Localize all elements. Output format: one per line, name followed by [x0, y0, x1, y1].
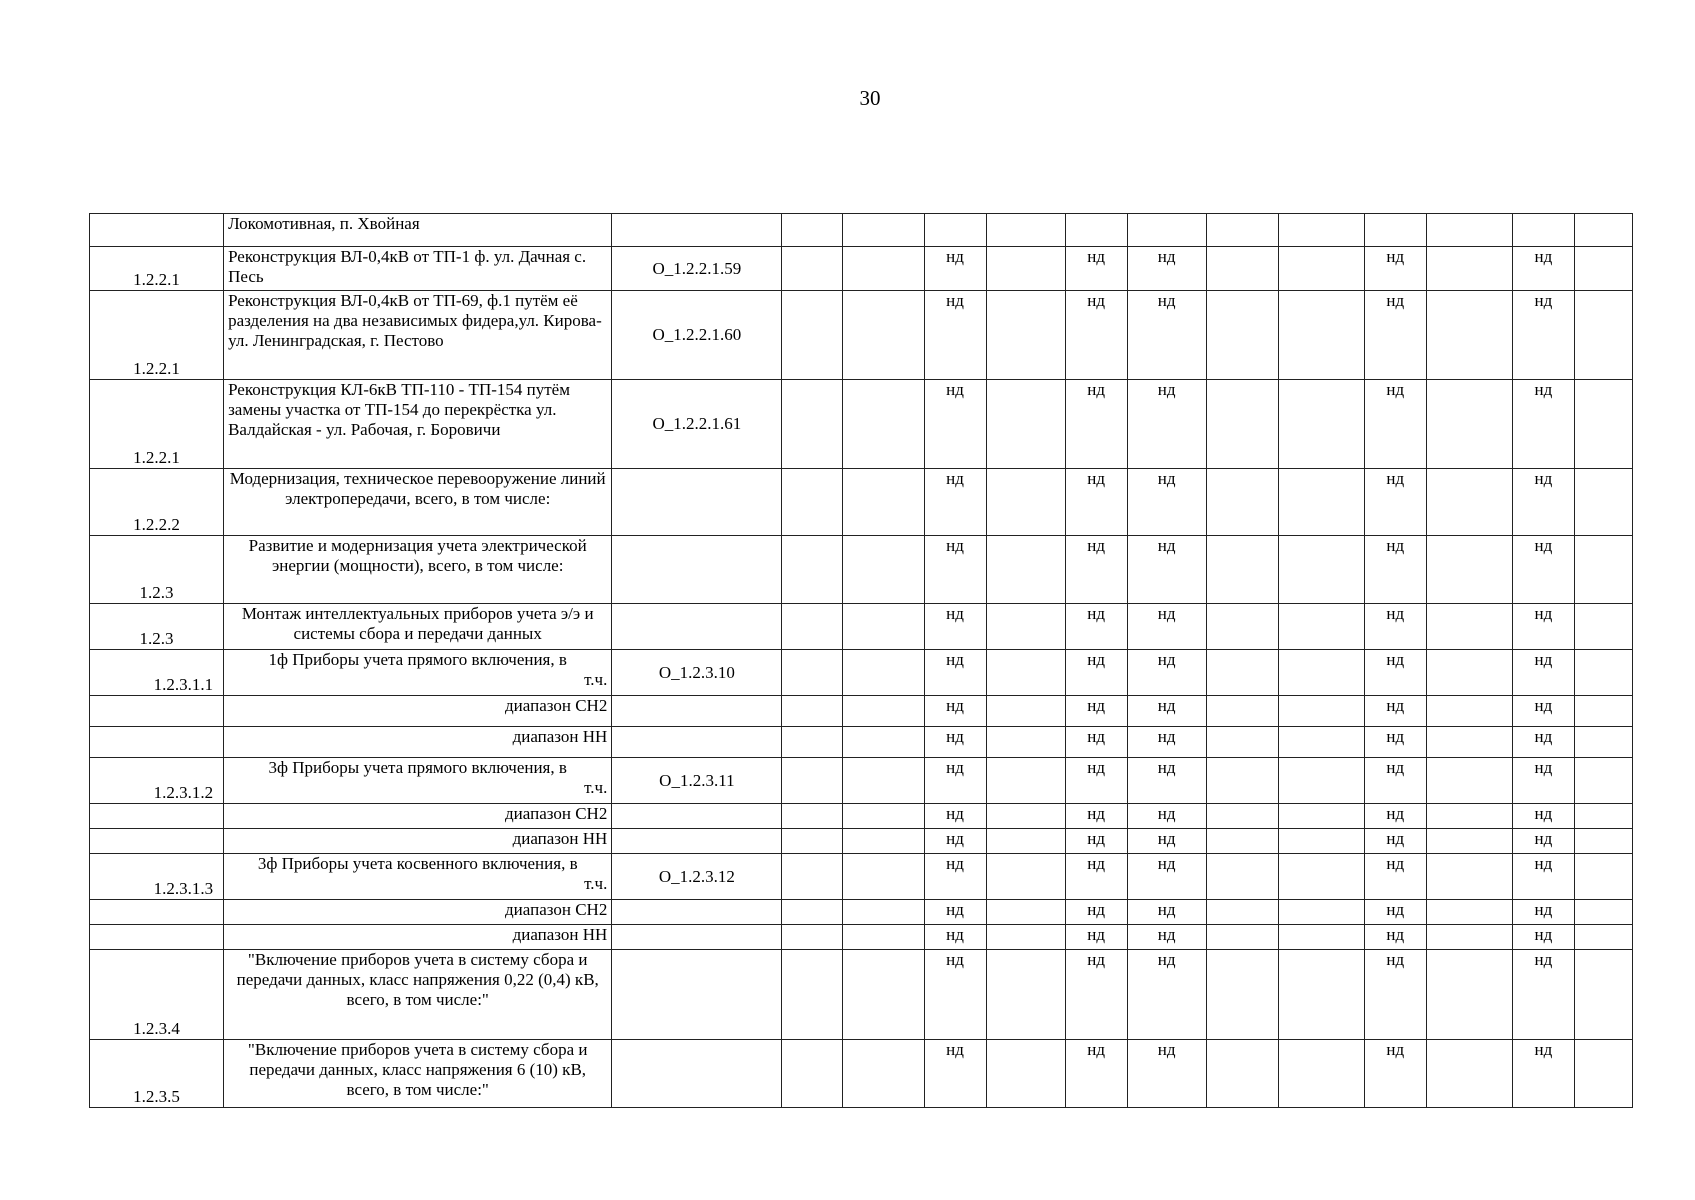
nd-cell: нд [924, 291, 986, 380]
row-name-tail: т.ч. [584, 874, 608, 893]
row-number: 1.2.3.5 [90, 1040, 224, 1108]
nd-cell: нд [1127, 247, 1206, 291]
nd-cell: нд [1127, 900, 1206, 925]
row-name: Реконструкция ВЛ-0,4кВ от ТП-1 ф. ул. Дачная с. Песь [224, 247, 612, 291]
table-row [90, 604, 1633, 650]
nd-cell: нд [1127, 696, 1206, 727]
nd-cell: нд [1065, 804, 1127, 829]
row-code: О_1.2.2.1.60 [612, 291, 782, 380]
row-name: диапазон СН2 [224, 900, 612, 925]
row-name: "Включение приборов учета в систему сбора и передачи данных, класс напряжения 0,22 (0,4) кВ, всего, в том числе:" [224, 950, 612, 1040]
row-number [90, 804, 224, 829]
row-number: 1.2.3.1.1 [90, 650, 224, 696]
row-code [612, 536, 782, 604]
nd-cell: нд [1512, 291, 1574, 380]
nd-cell: нд [1512, 829, 1574, 854]
nd-cell: нд [924, 696, 986, 727]
row-number [90, 696, 224, 727]
nd-cell: нд [1364, 650, 1426, 696]
row-name: диапазон НН [224, 925, 612, 950]
nd-cell: нд [1065, 758, 1127, 804]
nd-cell: нд [1065, 1040, 1127, 1108]
row-name: диапазон НН [224, 727, 612, 758]
row-code: О_1.2.3.10 [612, 650, 782, 696]
nd-cell: нд [1127, 925, 1206, 950]
table-row [90, 925, 1633, 950]
row-name: Локомотивная, п. Хвойная [224, 214, 612, 247]
row-name-tail: т.ч. [584, 670, 608, 689]
nd-cell: нд [924, 925, 986, 950]
nd-cell: нд [1127, 536, 1206, 604]
table-row [90, 214, 1633, 247]
nd-cell: нд [1127, 829, 1206, 854]
nd-cell: нд [924, 536, 986, 604]
nd-cell: нд [924, 604, 986, 650]
nd-cell: нд [1512, 727, 1574, 758]
nd-cell: нд [1364, 604, 1426, 650]
nd-cell: нд [1364, 380, 1426, 469]
nd-cell: нд [924, 900, 986, 925]
nd-cell: нд [1065, 950, 1127, 1040]
nd-cell: нд [1127, 854, 1206, 900]
nd-cell: нд [1512, 247, 1574, 291]
row-code: О_1.2.2.1.61 [612, 380, 782, 469]
table-row [90, 854, 1633, 900]
table-row [90, 696, 1633, 727]
nd-cell: нд [924, 727, 986, 758]
table-row [90, 804, 1633, 829]
nd-cell: нд [1512, 650, 1574, 696]
nd-cell: нд [1065, 854, 1127, 900]
row-name: диапазон НН [224, 829, 612, 854]
nd-cell: нд [1127, 380, 1206, 469]
row-code [612, 1040, 782, 1108]
row-name-text: 3ф Приборы учета косвенного включения, в [257, 854, 578, 873]
nd-cell: нд [1364, 247, 1426, 291]
row-name-text: 1ф Приборы учета прямого включения, в [268, 650, 567, 669]
row-name [224, 854, 612, 900]
nd-cell: нд [1065, 900, 1127, 925]
table-row [90, 900, 1633, 925]
nd-cell: нд [1065, 247, 1127, 291]
row-number: 1.2.2.2 [90, 469, 224, 536]
table-row [90, 950, 1633, 1040]
row-name-tail: т.ч. [584, 778, 608, 797]
nd-cell: нд [1065, 650, 1127, 696]
nd-cell: нд [924, 650, 986, 696]
table-row [90, 650, 1633, 696]
nd-cell: нд [1364, 1040, 1426, 1108]
nd-cell: нд [1512, 604, 1574, 650]
nd-cell: нд [1512, 804, 1574, 829]
row-code [612, 925, 782, 950]
table-row [90, 247, 1633, 291]
nd-cell: нд [1364, 536, 1426, 604]
nd-cell: нд [1065, 291, 1127, 380]
row-code [612, 727, 782, 758]
row-code [612, 214, 782, 247]
table-row [90, 469, 1633, 536]
table-row [90, 536, 1633, 604]
nd-cell: нд [1512, 1040, 1574, 1108]
nd-cell: нд [1364, 950, 1426, 1040]
row-number: 1.2.3.1.3 [90, 854, 224, 900]
nd-cell: нд [1364, 696, 1426, 727]
nd-cell: нд [1127, 950, 1206, 1040]
nd-cell: нд [924, 1040, 986, 1108]
row-code: О_1.2.3.12 [612, 854, 782, 900]
nd-cell: нд [1065, 536, 1127, 604]
nd-cell: нд [1065, 380, 1127, 469]
nd-cell: нд [1065, 829, 1127, 854]
nd-cell: нд [1065, 925, 1127, 950]
table-row [90, 291, 1633, 380]
table-row [90, 380, 1633, 469]
nd-cell: нд [1065, 727, 1127, 758]
nd-cell: нд [1065, 696, 1127, 727]
row-code [612, 469, 782, 536]
row-number: 1.2.3.1.2 [90, 758, 224, 804]
nd-cell: нд [1364, 291, 1426, 380]
row-name-text: 3ф Приборы учета прямого включения, в [268, 758, 567, 777]
row-code [612, 804, 782, 829]
row-number [90, 829, 224, 854]
nd-cell: нд [924, 829, 986, 854]
nd-cell: нд [1364, 758, 1426, 804]
nd-cell: нд [1127, 804, 1206, 829]
row-number [90, 727, 224, 758]
nd-cell: нд [924, 469, 986, 536]
nd-cell: нд [1512, 950, 1574, 1040]
row-number: 1.2.2.1 [90, 380, 224, 469]
nd-cell: нд [924, 380, 986, 469]
nd-cell: нд [1512, 854, 1574, 900]
nd-cell: нд [1512, 696, 1574, 727]
row-name [224, 758, 612, 804]
nd-cell: нд [1364, 854, 1426, 900]
row-code [612, 829, 782, 854]
row-name: "Включение приборов учета в систему сбора и передачи данных, класс напряжения 6 (10) кВ, всего, в том числе:" [224, 1040, 612, 1108]
nd-cell: нд [1065, 604, 1127, 650]
page-number: 30 [859, 86, 881, 110]
nd-cell: нд [1065, 469, 1127, 536]
row-name [224, 650, 612, 696]
row-code: О_1.2.2.1.59 [612, 247, 782, 291]
row-name: Реконструкция КЛ-6кВ ТП-110 - ТП-154 путём замены участка от ТП-154 до перекрёстка ул. Валдайская - ул. Рабочая, г. Боровичи [224, 380, 612, 469]
nd-cell: нд [1512, 380, 1574, 469]
table-row [90, 829, 1633, 854]
nd-cell: нд [1127, 758, 1206, 804]
nd-cell: нд [1127, 727, 1206, 758]
row-number: 1.2.2.1 [90, 247, 224, 291]
table-row [90, 758, 1633, 804]
row-number: 1.2.3 [90, 536, 224, 604]
row-code [612, 604, 782, 650]
nd-cell: нд [924, 950, 986, 1040]
row-name: Монтаж интеллектуальных приборов учета э/э и системы сбора и передачи данных [224, 604, 612, 650]
nd-cell: нд [1512, 536, 1574, 604]
row-number: 1.2.2.1 [90, 291, 224, 380]
row-code [612, 950, 782, 1040]
nd-cell: нд [1127, 469, 1206, 536]
row-number: 1.2.3 [90, 604, 224, 650]
nd-cell: нд [1127, 1040, 1206, 1108]
row-name: Модернизация, техническое перевооружение линий электропередачи, всего, в том числе: [224, 469, 612, 536]
row-name: диапазон СН2 [224, 804, 612, 829]
nd-cell: нд [1127, 604, 1206, 650]
nd-cell: нд [1127, 291, 1206, 380]
row-number: 1.2.3.4 [90, 950, 224, 1040]
nd-cell: нд [1512, 469, 1574, 536]
row-number [90, 214, 224, 247]
nd-cell: нд [924, 804, 986, 829]
nd-cell: нд [1364, 829, 1426, 854]
row-name: диапазон СН2 [224, 696, 612, 727]
row-number [90, 925, 224, 950]
table-row [90, 727, 1633, 758]
row-name: Развитие и модернизация учета электрической энергии (мощности), всего, в том числе: [224, 536, 612, 604]
nd-cell: нд [1512, 758, 1574, 804]
nd-cell: нд [1364, 804, 1426, 829]
nd-cell: нд [1364, 727, 1426, 758]
investment-table [89, 213, 1633, 1108]
table-row [90, 1040, 1633, 1108]
nd-cell: нд [1512, 900, 1574, 925]
nd-cell: нд [924, 758, 986, 804]
nd-cell: нд [1364, 900, 1426, 925]
nd-cell: нд [1364, 469, 1426, 536]
row-code [612, 696, 782, 727]
row-code: О_1.2.3.11 [612, 758, 782, 804]
row-code [612, 900, 782, 925]
nd-cell: нд [924, 854, 986, 900]
nd-cell: нд [1364, 925, 1426, 950]
nd-cell: нд [1512, 925, 1574, 950]
row-number [90, 900, 224, 925]
nd-cell: нд [1127, 650, 1206, 696]
nd-cell: нд [924, 247, 986, 291]
row-name: Реконструкция ВЛ-0,4кВ от ТП-69, ф.1 путём её разделения на два независимых фидера,ул. Кирова-ул. Ленинградская, г. Пестово [224, 291, 612, 380]
